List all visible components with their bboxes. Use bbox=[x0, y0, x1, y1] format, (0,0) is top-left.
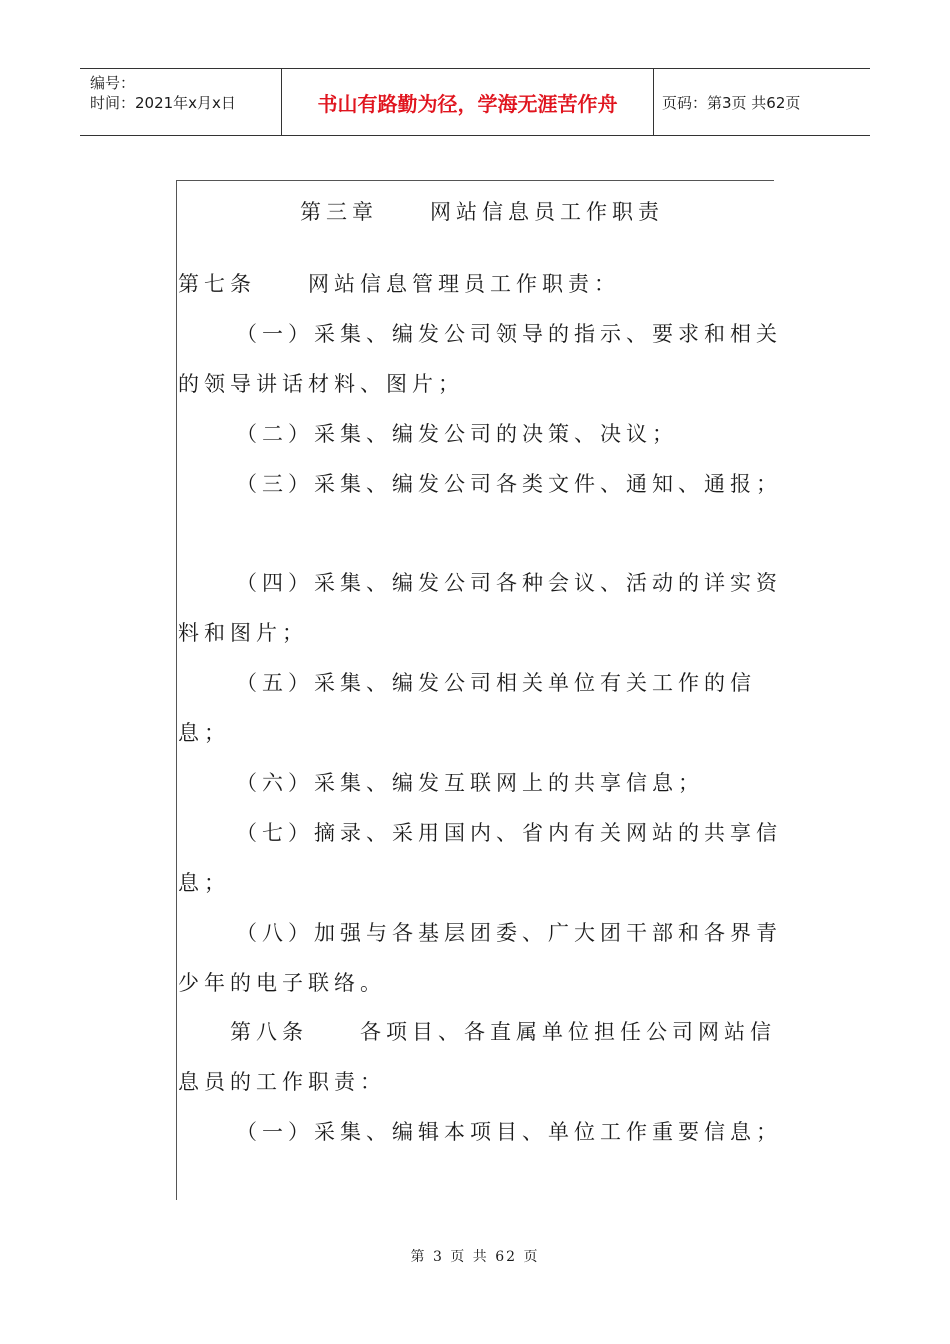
list-item-line: （七）摘录、采用国内、省内有关网站的共享信 bbox=[236, 821, 782, 845]
list-item-line: （五）采集、编发公司相关单位有关工作的信 bbox=[236, 671, 756, 695]
list-item-line: 少年的电子联络。 bbox=[178, 971, 386, 995]
list-item-line: 息员的工作职责： bbox=[178, 1070, 386, 1094]
list-item-line: （八）加强与各基层团委、广大团干部和各界青 bbox=[236, 921, 782, 945]
header-page-info: 页码：第3页 共62页 bbox=[662, 93, 801, 112]
header-meta bbox=[80, 69, 282, 135]
list-item-line: （六）采集、编发互联网上的共享信息； bbox=[236, 771, 704, 795]
list-item-line: 息； bbox=[178, 871, 230, 895]
list-item-line: 的领导讲话材料、图片； bbox=[178, 372, 464, 396]
article-7-heading: 第七条 网站信息管理员工作职责： bbox=[178, 272, 620, 296]
list-item-line: （一）采集、编辑本项目、单位工作重要信息； bbox=[236, 1120, 782, 1144]
number-label: 编号： bbox=[90, 74, 136, 92]
frame-left-rule bbox=[176, 180, 177, 1200]
list-item-line: （三）采集、编发公司各类文件、通知、通报； bbox=[236, 472, 782, 496]
list-item-line: 料和图片； bbox=[178, 621, 308, 645]
list-item-line: 息； bbox=[178, 721, 230, 745]
list-item-line: （二）采集、编发公司的决策、决议； bbox=[236, 422, 678, 446]
article-8-heading: 第八条 各项目、各直属单位担任公司网站信 bbox=[230, 1020, 776, 1044]
header-motto: 书山有路勤为径，学海无涯苦作舟 bbox=[282, 69, 654, 135]
list-item-line: （一）采集、编发公司领导的指示、要求和相关 bbox=[236, 322, 782, 346]
frame-top-rule bbox=[176, 180, 774, 181]
page-header bbox=[80, 68, 870, 136]
chapter-title: 第三章 网站信息员工作职责 bbox=[300, 200, 664, 224]
page-footer: 第 3 页 共 62 页 bbox=[410, 1249, 540, 1265]
list-item-line: （四）采集、编发公司各种会议、活动的详实资 bbox=[236, 571, 782, 595]
time-label: 时间：2021年x月x日 bbox=[90, 94, 236, 112]
